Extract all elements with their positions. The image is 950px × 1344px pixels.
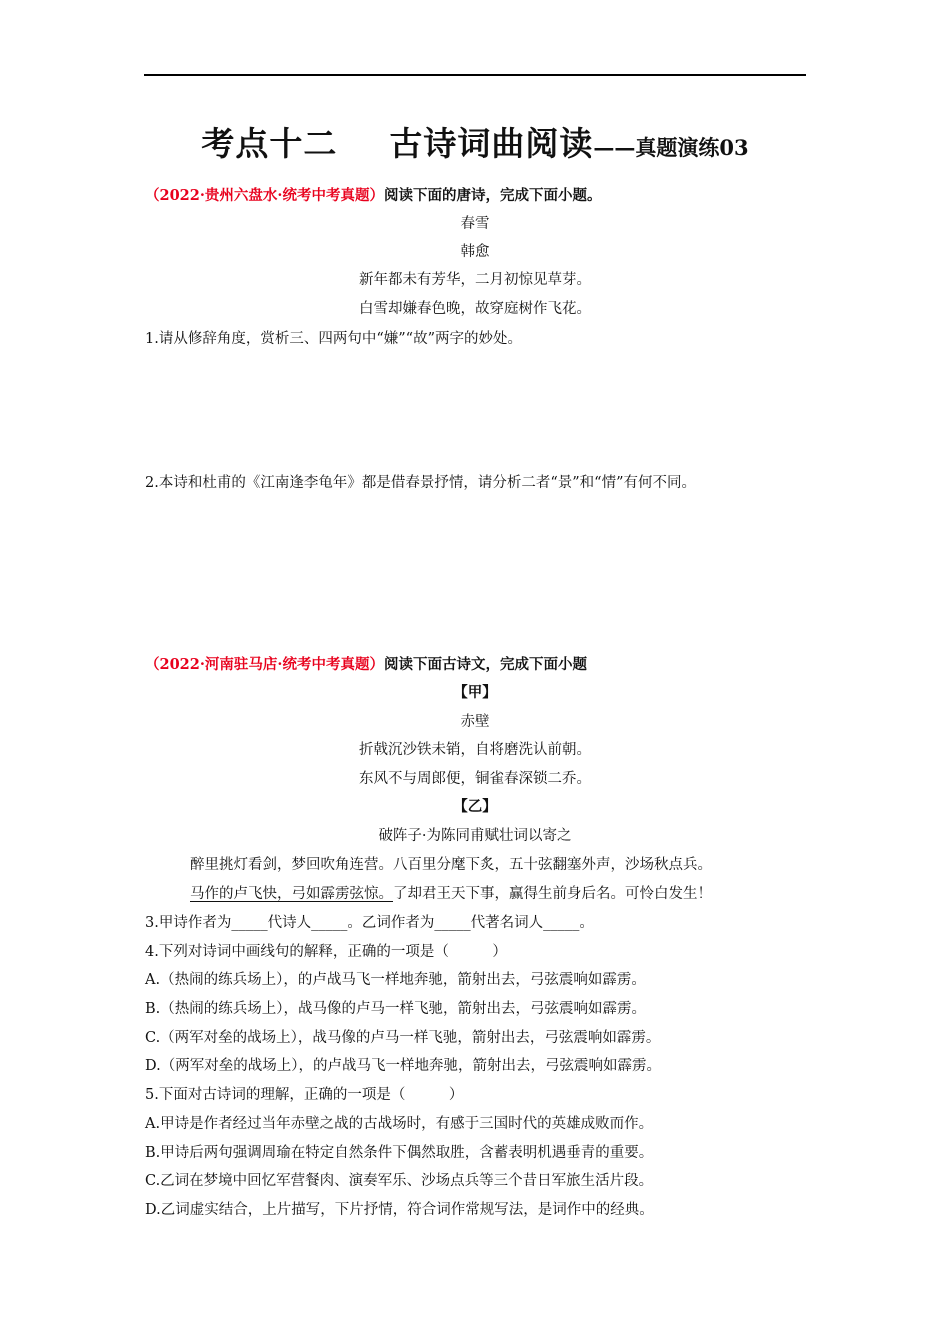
question-4: 4.下列对诗词中画线句的解释，正确的一项是（ ） [145,944,507,960]
section1-instruction: 阅读下面的唐诗，完成下面小题。 [383,187,602,204]
poem1-line: 新年都未有芳华，二月初惊见草芽。 [359,272,591,288]
section1-heading [145,186,601,206]
q5-option-b: B.甲诗后两句强调周瑜在特定自然条件下偶然取胜，含蓄表明机遇垂青的重要。 [145,1145,654,1161]
poem1-title: 春雪 [460,216,490,232]
part-a-title: 赤壁 [460,714,490,730]
underlined-line: 马作的卢飞快，弓如霹雳弦惊。 [190,886,393,902]
part-a-line: 东风不与周郎便，铜雀春深锁二乔。 [359,771,591,787]
part-b-line: 醉里挑灯看剑，梦回吹角连营。八百里分麾下炙，五十弦翻塞外声，沙场秋点兵。 [190,857,712,873]
part-a-label: 【甲】 [453,684,497,701]
part-b-title: 破阵子·为陈同甫赋壮词以寄之 [378,828,572,844]
q5-option-d: D.乙词虚实结合，上片描写，下片抒情，符合词作常规写法，是词作中的经典。 [145,1202,654,1218]
poem1-author: 韩愈 [460,244,490,260]
poem1-line: 白雪却嫌春色晚，故穿庭树作飞花。 [359,301,591,317]
q5-option-c: C.乙词在梦境中回忆军营餐肉、演奏军乐、沙场点兵等三个昔日军旅生活片段。 [145,1173,654,1189]
page-title [0,118,950,165]
section2-heading [145,655,587,675]
title-topic: 古诗词曲阅读 [389,124,594,163]
q5-option-a: A.甲诗是作者经过当年赤壁之战的古战场时，有感于三国时代的英雄成败而作。 [145,1116,654,1132]
q4-option-b: B.（热闹的练兵场上），战马像的卢马一样飞驰，箭射出去，弓弦震响如霹雳。 [145,1001,647,1017]
part-b-line [190,884,712,904]
q4-option-c: C.（两军对垒的战场上），战马像的卢马一样飞驰，箭射出去，弓弦震响如霹雳。 [145,1030,661,1046]
q4-option-d: D.（两军对垒的战场上），的卢战马飞一样地奔驰，箭射出去，弓弦震响如霹雳。 [145,1058,661,1074]
title-main: 考点十二 [201,124,338,163]
part-b-line-rest: 了却君王天下事，赢得生前身后名。可怜白发生！ [393,886,712,902]
section2-instruction: 阅读下面古诗文，完成下面小题 [383,656,587,673]
title-sub: ——真题演练03 [593,135,749,160]
question-5: 5.下面对古诗词的理解，正确的一项是（ ） [145,1087,464,1103]
part-b-label: 【乙】 [453,798,497,815]
section2-source: （2022·河南驻马店·统考中考真题） [145,656,384,673]
question-3: 3.甲诗作者为_____代诗人_____。乙词作者为_____代著名词人_____。 [145,915,594,931]
question-2: 2.本诗和杜甫的《江南逢李龟年》都是借春景抒情，请分析二者“景”和“情”有何不同。 [145,475,696,491]
header-rule [144,74,806,76]
q4-option-a: A.（热闹的练兵场上），的卢战马飞一样地奔驰，箭射出去，弓弦震响如霹雳。 [145,972,646,988]
question-1: 1.请从修辞角度，赏析三、四两句中“嫌”“故”两字的妙处。 [145,331,522,347]
section1-source: （2022·贵州六盘水·统考中考真题） [145,187,384,204]
part-a-line: 折戟沉沙铁未销，自将磨洗认前朝。 [359,742,591,758]
